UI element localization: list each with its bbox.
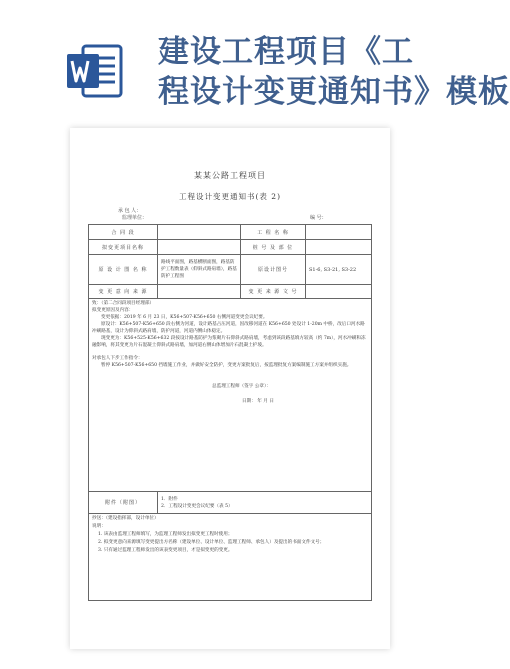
footer-cell	[89, 514, 372, 601]
note-item: 3. 只有通过监理工程师发出的该表变更项目，才是拟变更的变更。	[98, 548, 233, 553]
drawing-no-value: S1-6, S3-21, S3-22	[306, 255, 372, 285]
supervisor-label: 监理单位：	[122, 215, 148, 221]
note-item: 2. 拟变更意向来源填写变更提出方名称（建设单位、设计单位、监理工程师、承包人）及提出的书面文件文号；	[98, 540, 325, 545]
instruction-heading: 对承包人下步工作指令：	[92, 356, 143, 361]
drawing-name-value: 路线平面图，路基横断面图，路基防护工程数量表（仰斜式路肩墙），路基防护工程图	[158, 255, 241, 285]
attach-list	[158, 492, 372, 514]
cc-line: 抄送：（建设指挥部，设计单位）	[92, 516, 159, 521]
to-line: 致：（第二合同段项目经理部）	[92, 301, 155, 306]
item-name-label: 拟变更项目名称	[89, 240, 158, 255]
source-label: 变 更 意 向 来 源	[89, 285, 158, 299]
document-org: 某某公路工程项目	[194, 171, 266, 180]
attach-item: 1．附件	[161, 496, 178, 502]
new-design-text: 现变更为：K56+525-K56+632 段按设计路基防护为浆砌片石仰斜式路肩墙，考虑到该段路基填方较高（约 7m），河水冲刷和冻融影响，将其变更为片石混凝土仰斜式路肩墙，加河道右侧山体增加片石混凝土护坡。	[92, 336, 366, 348]
contractor-label: 承 包 人：	[118, 208, 142, 214]
signature-line: 总监理工程师（签字 公章）：	[212, 384, 271, 389]
basis-text: 变更依据：2019 年 6 月 23 日，K56+507-K56+650 右侧河道变更会议纪要。	[101, 315, 268, 320]
original-design-text: 原设计：K56+507-K56+650 段右侧为河道，设计路基占压河道，因改移河道在 K56+650 处设计 1-20m 中桥，改后口河水路冲刷路基，设计为仰斜式路肩墙，防护河道，河道内侧山体稳定。	[92, 322, 365, 334]
source-value	[158, 285, 241, 299]
item-name-value	[158, 240, 241, 255]
change-content-cell	[89, 299, 372, 492]
date-line: 日期： 年 月 日	[242, 399, 274, 404]
number-label: 编 号：	[310, 215, 327, 221]
source-doc-label: 变 更 来 源 文 号	[241, 285, 306, 299]
page-header	[0, 0, 510, 110]
attach-label: 附件（附图）	[89, 492, 158, 514]
source-doc-value	[306, 285, 372, 299]
instruction-text: 暂停 K56+507-K56+650 挡墙施工作业，并做好安全防护，变更方案批复后，按监理批复方案编制施工方案并组织实施。	[101, 363, 352, 368]
contract-label: 合 同 段	[89, 225, 158, 240]
pile-label: 桩 号 及 部 位	[241, 240, 306, 255]
page-title-line-2: 程设计变更通知书》模板	[158, 74, 510, 110]
page-title-line-1: 建设工程项目《工	[158, 34, 414, 70]
drawing-name-label: 原 设 计 图 名 称	[89, 255, 158, 285]
document-title: 工程设计变更通知书(表 2)	[178, 192, 281, 201]
note-item: 1. 该表由监理工程师填写，为监理工程师发出拟变更工程时使用；	[98, 532, 233, 537]
reason-heading: 拟变更原因及内容：	[92, 308, 134, 313]
word-document-icon	[65, 42, 123, 100]
contract-value	[158, 225, 241, 240]
attach-item: 2．工程设计变更会议纪要（表 5）	[161, 503, 233, 509]
drawing-no-label: 原设计图号	[241, 255, 306, 285]
project-name-value	[306, 225, 372, 240]
document-preview	[70, 128, 390, 649]
pile-value	[306, 240, 372, 255]
note-heading: 说明：	[92, 524, 106, 529]
project-name-label: 工 程 名 称	[241, 225, 306, 240]
change-notice-table	[88, 224, 372, 601]
